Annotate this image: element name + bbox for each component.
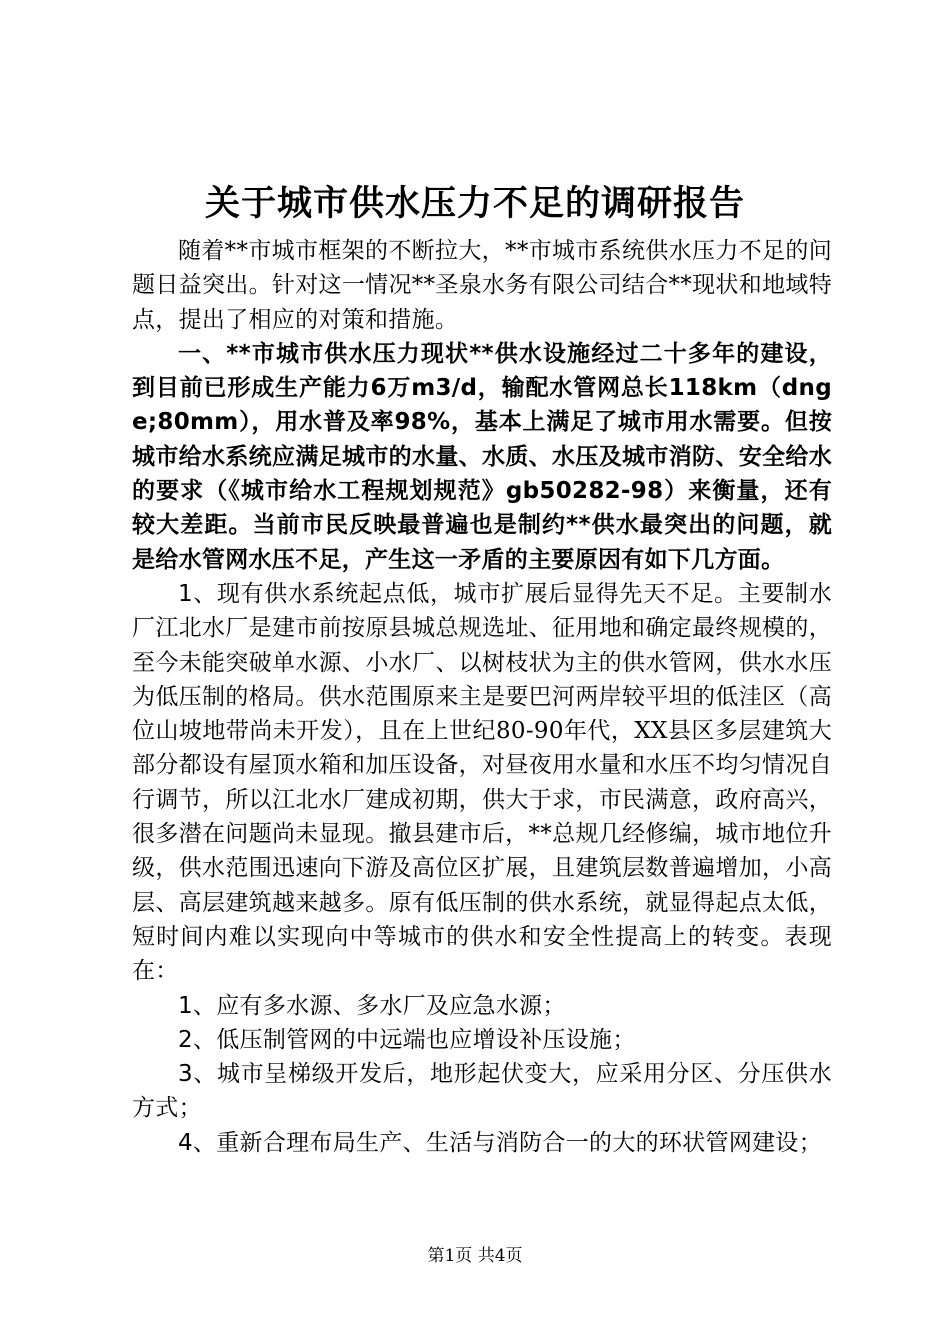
section-one-paragraph: 一、**市城市供水压力现状**供水设施经过二十多年的建设，到目前已形成生产能力6万m3/d，输配水管网总长118km（dnge;80mm），用水普及率98%，基本上满足了城市用水需要。但按城市给水系统应满足城市的水量、水质、水压及城市消防、安全给水的要求（《城市给水工程规划规范》gb50282-98）来衡量，还有较大差距。当前市民反映最普遍也是制约**供水最突出的问题，就是给水管网水压不足，产生这一矛盾的主要原因有如下几方面。	[132, 340, 832, 573]
point-one-lead: 1、现有供水系统起点低，城市扩展后显得先天不足。	[178, 580, 738, 607]
point-one-paragraph	[132, 577, 832, 989]
document-title: 关于城市供水压力不足的调研报告	[204, 183, 745, 224]
list-item: 2、低压制管网的中远端也应增设补压设施；	[178, 1026, 636, 1053]
list-item: 1、应有多水源、多水厂及应急水源；	[178, 992, 566, 1019]
list-item: 3、城市呈梯级开发后，地形起伏变大，应采用分区、分压供水方式；	[132, 1061, 832, 1122]
page-footer: 第1页 共4页	[427, 1246, 523, 1266]
intro-paragraph: 随着**市城市框架的不断拉大，**市城市系统供水压力不足的问题日益突出。针对这一情况**圣泉水务有限公司结合**现状和地域特点，提出了相应的对策和措施。	[132, 238, 832, 333]
point-one-text: 主要制水厂江北水厂是建市前按原县城总规选址、征用地和确定最终规模的，至今未能突破单水源、小水厂、以树枝状为主的供水管网，供水水压为低压制的格局。供水范围原来主是要巴河两岸较平坦的低洼区（高位山坡地带尚未开发），且在上世纪80-90年代，XX县区多层建筑大部分都设有屋顶水箱和加压设备，对昼夜用水量和水压不均匀情况自行调节，所以江北水厂建成初期，供大于求，市民满意，政府高兴，很多潜在问题尚未显现。撤县建市后，**总规几经修编，城市地位升级，供水范围迅速向下游及高位区扩展，且建筑层数普遍增加，小高层、高层建筑越来越多。原有低压制的供水系统，就显得起点太低，短时间内难以实现向中等城市的供水和安全性提高上的转变。表现在：	[132, 580, 832, 985]
document-body	[132, 234, 832, 1160]
list-item: 4、重新合理布局生产、生活与消防合一的大的环状管网建设；	[178, 1129, 823, 1156]
